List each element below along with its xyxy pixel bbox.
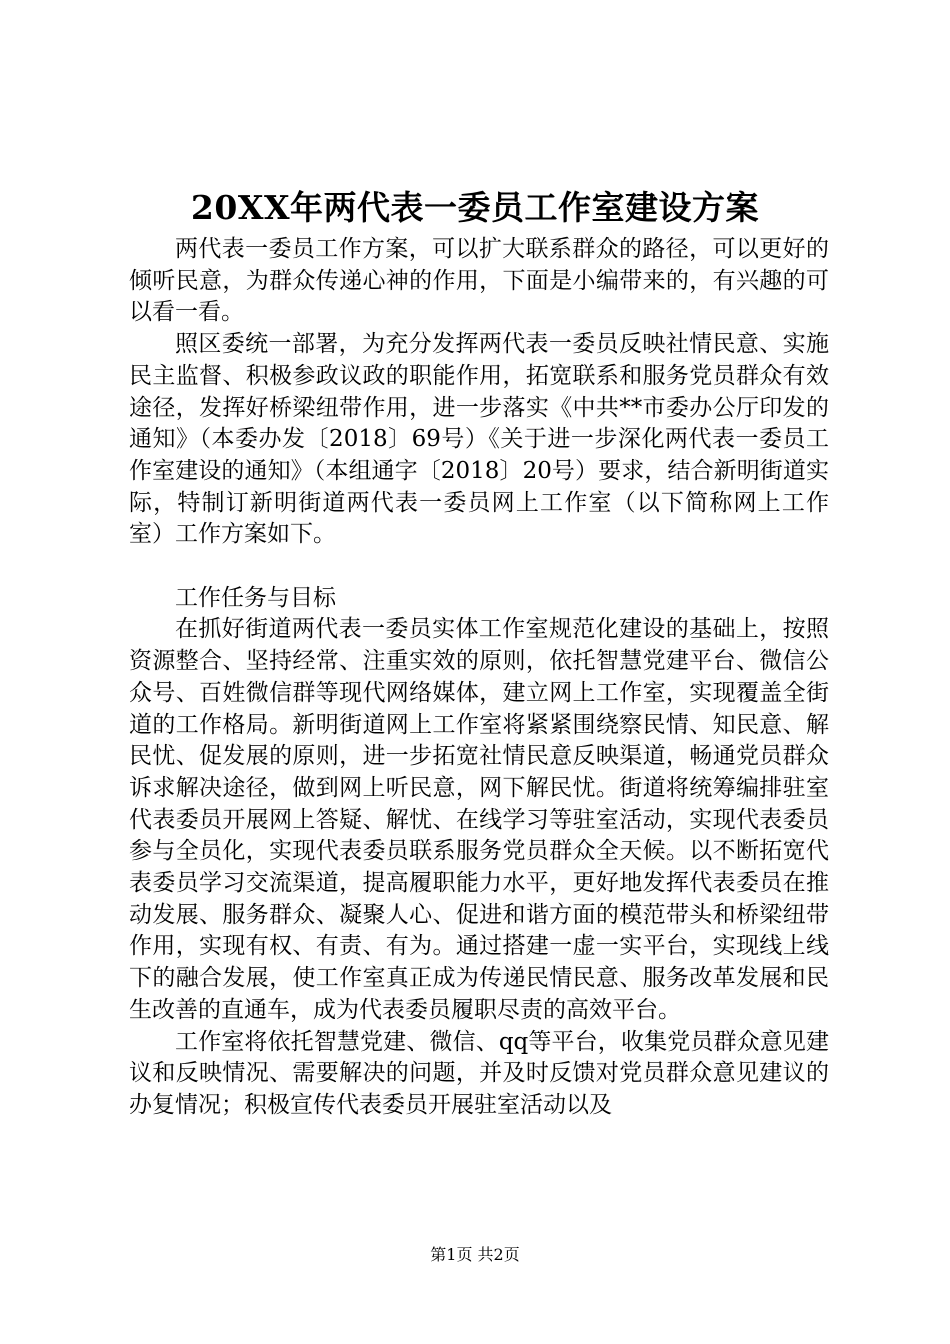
- document-title: 20XX年两代表一委员工作室建设方案: [190, 188, 760, 227]
- section-paragraph: 工作室将依托智慧党建、微信、qq等平台，收集党员群众意见建议和反映情况、需要解决的问题，并及时反馈对党员群众意见建议的办复情况；积极宣传代表委员开展驻室活动以及: [129, 1028, 829, 1118]
- document-body: [129, 234, 829, 1122]
- background-paragraph: 照区委统一部署，为充分发挥两代表一委员反映社情民意、实施民主监督、积极参政议政的职能作用，拓宽联系和服务党员群众有效途径，发挥好桥梁纽带作用，进一步落实《中共**市委办公厅印发的通知》（本委办发〔2018〕69号）《关于进一步深化两代表一委员工作室建设的通知》（本组通字〔2018〕20号）要求，结合新明街道实际，特制订新明街道两代表一委员网上工作室（以下简称网上工作室）工作方案如下。: [129, 331, 829, 548]
- section-paragraph: 在抓好街道两代表一委员实体工作室规范化建设的基础上，按照资源整合、坚持经常、注重实效的原则，依托智慧党建平台、微信公众号、百姓微信群等现代网络媒体，建立网上工作室，实现覆盖全街道的工作格局。新明街道网上工作室将紧紧围绕察民情、知民意、解民忧、促发展的原则，进一步拓宽社情民意反映渠道，畅通党员群众诉求解决途径，做到网上听民意，网下解民忧。街道将统筹编排驻室代表委员开展网上答疑、解忧、在线学习等驻室活动，实现代表委员参与全员化，实现代表委员联系服务党员群众全天候。以不断拓宽代表委员学习交流渠道，提高履职能力水平，更好地发挥代表委员在推动发展、服务群众、凝聚人心、促进和谐方面的模范带头和桥梁纽带作用，实现有权、有责、有为。通过搭建一虚一实平台，实现线上线下的融合发展，使工作室真正成为传递民情民意、服务改革发展和民生改善的直通车，成为代表委员履职尽责的高效平台。: [129, 616, 829, 1023]
- intro-paragraph: 两代表一委员工作方案，可以扩大联系群众的路径，可以更好的倾听民意，为群众传递心神的作用，下面是小编带来的，有兴趣的可以看一看。: [129, 236, 829, 326]
- section-heading: 工作任务与目标: [175, 584, 336, 611]
- page-footer: 第1页 共2页: [430, 1245, 520, 1264]
